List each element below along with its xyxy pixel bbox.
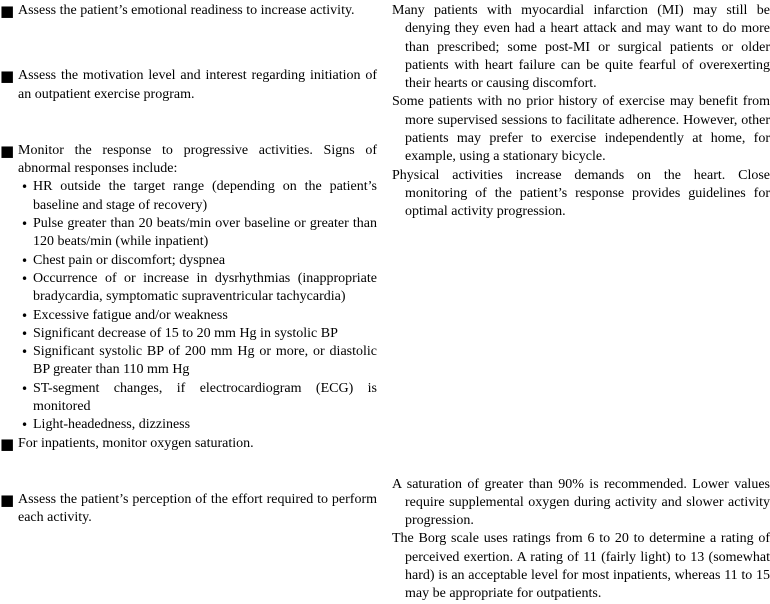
square-bullet-icon: ■ xyxy=(0,490,15,509)
sign-item xyxy=(18,380,377,417)
sign-text: Light-headedness, dizziness xyxy=(33,417,191,433)
sign-item xyxy=(18,270,377,307)
sign-item xyxy=(18,343,377,380)
sign-item xyxy=(18,215,377,252)
square-bullet-icon: ■ xyxy=(0,67,15,86)
sign-item xyxy=(18,325,377,343)
intervention-item xyxy=(0,491,377,528)
intervention-text: Monitor the response to progressive activities. Signs of abnormal responses include: xyxy=(18,142,377,177)
column-spacer xyxy=(392,222,770,476)
interventions-column xyxy=(0,0,377,528)
sign-text: Chest pain or discomfort; dyspnea xyxy=(33,252,226,268)
sign-item xyxy=(18,416,377,434)
sign-text: ST-segment changes, if electrocardiogram (ECG) is monitored xyxy=(33,380,377,415)
square-bullet-icon: ■ xyxy=(0,2,15,20)
dot-bullet-icon: • xyxy=(21,345,29,360)
rationales-column xyxy=(392,0,770,604)
intervention-item xyxy=(0,67,377,104)
sign-item xyxy=(18,307,377,325)
dot-bullet-icon: • xyxy=(21,180,29,195)
dot-bullet-icon: • xyxy=(21,308,29,323)
intervention-text: Assess the motivation level and interest regarding initiation of an outpatient exercise program. xyxy=(18,68,377,102)
rationale-paragraph: Some patients with no prior history of exercise may benefit from more supervised sessions to facilitate adherence. However, other patients may prefer to exercise independently at home, for example, using a stationary bicycle. xyxy=(392,94,770,165)
sign-text: Significant systolic BP of 200 mm Hg or more, or diastolic BP greater than 110 mm Hg xyxy=(33,344,377,378)
abnormal-signs-list xyxy=(18,178,377,434)
intervention-text: Assess the patient’s emotional readiness to increase activity. xyxy=(18,3,355,18)
sign-item xyxy=(18,252,377,270)
dot-bullet-icon: • xyxy=(21,326,29,341)
sign-text: HR outside the target range (depending on the patient’s baseline and stage of recovery) xyxy=(33,179,377,213)
sign-text: Significant decrease of 15 to 20 mm Hg in systolic BP xyxy=(33,325,338,341)
dot-bullet-icon: • xyxy=(21,217,29,232)
sign-text: Occurrence of or increase in dysrhythmias (inappropriate bradycardia, symptomatic supraventricular tachycardia) xyxy=(33,270,377,305)
intervention-item xyxy=(0,435,377,453)
rationale-paragraph: Many patients with myocardial infarction (MI) may still be denying they even had a heart attack and may want to do more than prescribed; some post-MI or surgical patients or older patients with heart failure can be quite fearful of overexerting their hearts or causing discomfort. xyxy=(392,3,770,92)
intervention-text: Assess the patient’s perception of the effort required to perform each activity. xyxy=(18,491,377,526)
rationale-paragraph: Physical activities increase demands on the heart. Close monitoring of the patient’s response provides guidelines for optimal activity progression. xyxy=(392,167,770,220)
intervention-item xyxy=(0,142,377,435)
intervention-item xyxy=(0,2,377,20)
dot-bullet-icon: • xyxy=(21,271,29,286)
dot-bullet-icon: • xyxy=(21,418,29,433)
dot-bullet-icon: • xyxy=(21,381,29,396)
sign-item xyxy=(18,178,377,215)
square-bullet-icon: ■ xyxy=(0,141,15,160)
dot-bullet-icon: • xyxy=(21,253,29,268)
sign-text: Pulse greater than 20 beats/min over baseline or greater than 120 beats/min (while inpatient) xyxy=(33,216,377,250)
rationale-paragraph: The Borg scale uses ratings from 6 to 20 to determine a rating of perceived exertion. A rating of 11 (fairly light) to 13 (somewhat hard) is an acceptable level for most inpatients, whereas 11 to 15 may be appropriate for outpatients. xyxy=(392,531,770,602)
rationale-paragraph: A saturation of greater than 90% is recommended. Lower values require supplemental oxygen during activity and slower activity progression. xyxy=(392,476,770,529)
square-bullet-icon: ■ xyxy=(0,434,15,453)
intervention-text: For inpatients, monitor oxygen saturation. xyxy=(18,435,254,451)
sign-text: Excessive fatigue and/or weakness xyxy=(33,307,228,323)
